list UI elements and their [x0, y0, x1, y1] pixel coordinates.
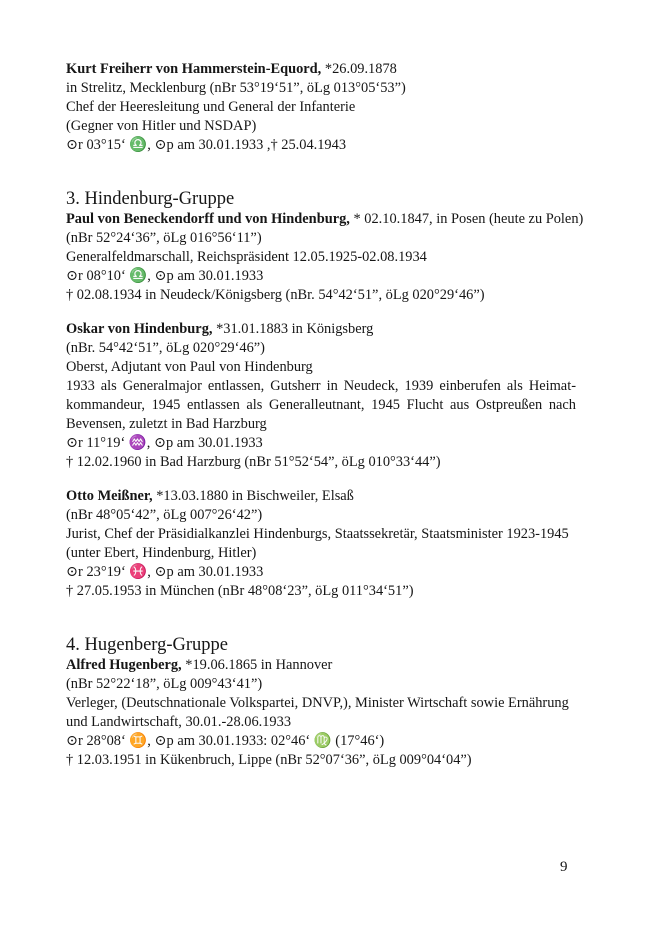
birth-info: *26.09.1878: [321, 61, 397, 77]
role-text: Generalfeldmarschall, Reichspräsident 12.05.1925-02.08.1934: [66, 249, 427, 265]
birth-info: *19.06.1865 in Hannover: [181, 657, 333, 673]
birth-info: *31.01.1883 in Königsberg: [212, 321, 374, 337]
entry-oskar-hindenburg: [66, 320, 576, 472]
entry-title-line: [66, 487, 576, 506]
person-name: Paul von Beneckendorff und von Hindenburg,: [66, 211, 350, 227]
astro-line: ⊙r 08°10‘ ♎, ⊙p am 30.01.1933: [66, 268, 264, 284]
role-text: Chef der Heeresleitung und General der Infanterie: [66, 99, 356, 115]
death-line: † 12.03.1951 in Kükenbruch, Lippe (nBr 52°07‘36”, öLg 009°04‘04”): [66, 752, 472, 768]
entry-paul-hindenburg: [66, 210, 584, 305]
entry-alfred-hugenberg: [66, 656, 576, 770]
role-text: Verleger, (Deutschnationale Volkspartei, DNVP,), Minister Wirtschaft sowie Ernährung: [66, 695, 569, 711]
death-line: † 02.08.1934 in Neudeck/Königsberg (nBr. 54°42‘51”, öLg 020°29‘46”): [66, 287, 485, 303]
person-name: Otto Meißner,: [66, 488, 153, 504]
coordinates: (nBr 52°24‘36”, öLg 016°56‘11”): [66, 230, 262, 246]
death-line: † 27.05.1953 in München (nBr 48°08‘23”, öLg 011°34‘51”): [66, 583, 414, 599]
entry-title-line: [66, 656, 576, 675]
bio-text: Bevensen, zuletzt in Bad Harzburg: [66, 416, 267, 432]
bio-text: 1933 als Generalmajor entlassen, Gutsherr in Neudeck, 1939 einberufen als Heimat-: [66, 378, 576, 394]
document-page: [66, 60, 584, 770]
person-name: Kurt Freiherr von Hammerstein-Equord,: [66, 61, 322, 77]
coordinates: (nBr. 54°42‘51”, öLg 020°29‘46”): [66, 340, 265, 356]
bio-text: kommandeur, 1945 entlassen als Generalleutnant, 1945 Flucht aus Ostpreußen nach: [66, 397, 576, 413]
astro-line: ⊙r 23°19‘ ♓, ⊙p am 30.01.1933: [66, 564, 264, 580]
entry-hammerstein: [66, 60, 576, 155]
astro-line: ⊙r 11°19‘ ♒, ⊙p am 30.01.1933: [66, 435, 263, 451]
person-name: Oskar von Hindenburg,: [66, 321, 213, 337]
birth-info: * 02.10.1847, in Posen (heute zu Polen): [349, 211, 584, 227]
coordinates: (nBr 48°05‘42”, öLg 007°26‘42”): [66, 507, 263, 523]
role-text: Oberst, Adjutant von Paul von Hindenburg: [66, 359, 313, 375]
section-heading-hindenburg: 3. Hindenburg-Gruppe: [66, 189, 235, 209]
astro-line: ⊙r 03°15‘ ♎, ⊙p am 30.01.1933 ,† 25.04.1943: [66, 137, 347, 153]
birth-place: in Strelitz, Mecklenburg (nBr 53°19‘51”, öLg 013°05‘53”): [66, 80, 406, 96]
note-text: (Gegner von Hitler und NSDAP): [66, 118, 257, 134]
astro-line: ⊙r 28°08‘ ♊, ⊙p am 30.01.1933: 02°46‘ ♍ (17°46‘): [66, 733, 385, 749]
person-name: Alfred Hugenberg,: [66, 657, 182, 673]
birth-info: *13.03.1880 in Bischweiler, Elsaß: [152, 488, 354, 504]
entry-title-line: [66, 210, 584, 229]
entry-title-line: [66, 60, 576, 79]
section-heading-hugenberg: 4. Hugenberg-Gruppe: [66, 635, 229, 655]
entry-title-line: [66, 320, 576, 339]
coordinates: (nBr 52°22‘18”, öLg 009°43‘41”): [66, 676, 263, 692]
role-text: Jurist, Chef der Präsidialkanzlei Hindenburgs, Staatssekretär, Staatsminister 1923-1945: [66, 526, 569, 542]
entry-otto-meissner: [66, 487, 576, 601]
page-number: 9: [560, 859, 568, 875]
role-text-continued: und Landwirtschaft, 30.01.-28.06.1933: [66, 714, 292, 730]
death-line: † 12.02.1960 in Bad Harzburg (nBr 51°52‘54”, öLg 010°33‘44”): [66, 454, 441, 470]
note-text: (unter Ebert, Hindenburg, Hitler): [66, 545, 257, 561]
